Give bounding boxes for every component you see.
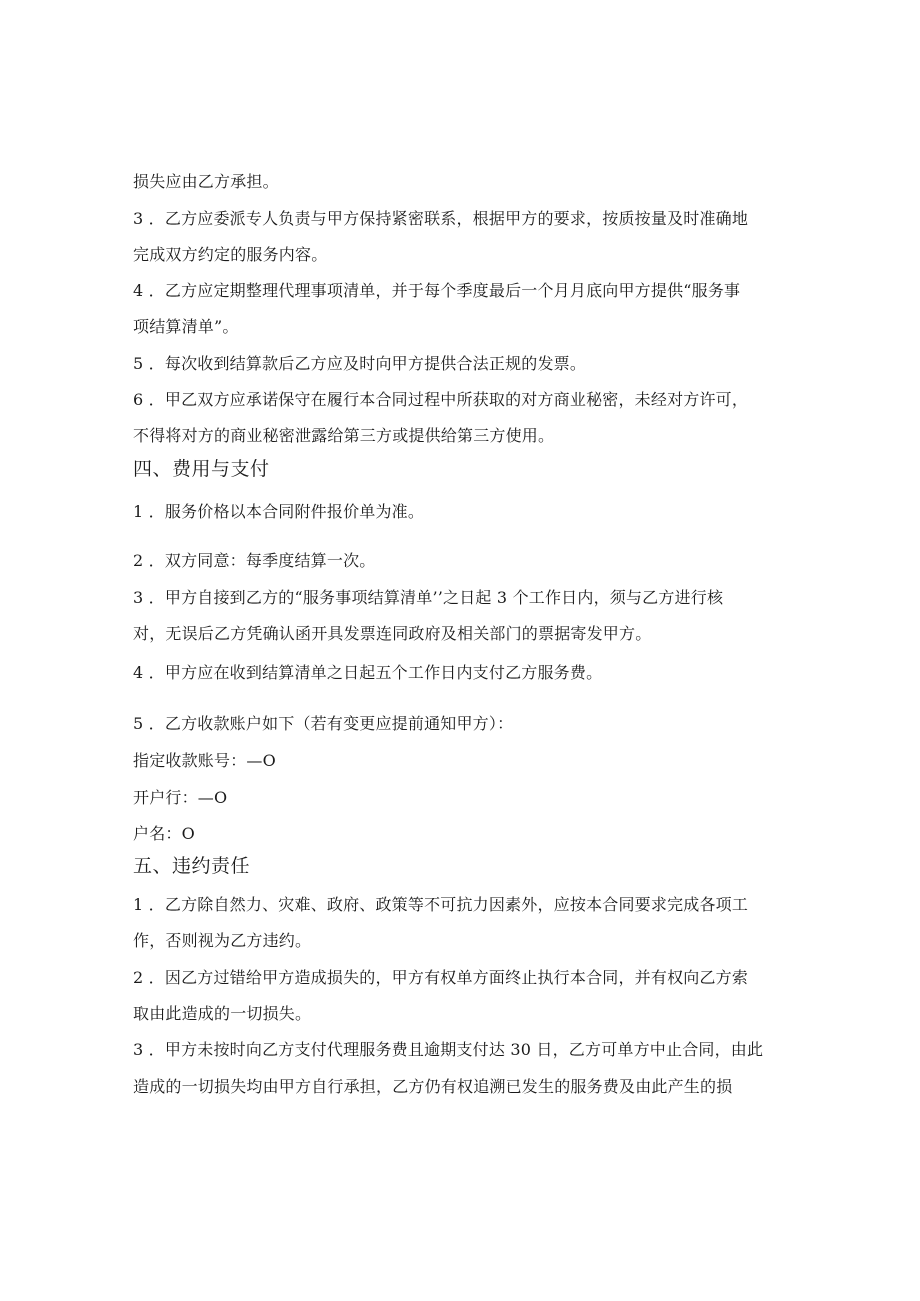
paragraph-line: 完成双方约定的服务内容。: [133, 245, 328, 264]
paragraph-line: 5 ．乙方收款账户如下（若有变更应提前通知甲方）：: [133, 714, 514, 733]
paragraph-line: 取由此造成的一切损失。: [133, 1004, 312, 1023]
paragraph-line: 对，无误后乙方凭确认函开具发票连同政府及相关部门的票据寄发甲方。: [133, 624, 652, 643]
account-number-line: 指定收款账号：—O: [133, 751, 276, 770]
paragraph-line: 1 ．服务价格以本合同附件报价单为准。: [133, 502, 425, 521]
paragraph-line: 2 ．因乙方过错给甲方造成损失的，甲方有权单方面终止执行本合同，并有权向乙方索: [133, 968, 749, 987]
paragraph-line: 6 ．甲乙双方应承诺保守在履行本合同过程中所获取的对方商业秘密，未经对方许可，: [133, 390, 749, 409]
paragraph-line: 4 ．乙方应定期整理代理事项清单，并于每个季度最后一个月月底向甲方提供“服务事: [133, 281, 741, 300]
section-heading-liability: 五、违约责任: [133, 855, 251, 877]
paragraph-line: 作，否则视为乙方违约。: [133, 931, 312, 950]
paragraph-line: 不得将对方的商业秘密泄露给第三方或提供给第三方使用。: [133, 426, 555, 445]
paragraph-line: 3 ．甲方未按时向乙方支付代理服务费且逾期支付达 30 日，乙方可单方中止合同，由此: [133, 1040, 764, 1059]
paragraph-line: 5 ．每次收到结算款后乙方应及时向甲方提供合法正规的发票。: [133, 354, 587, 373]
account-name-line: 户名：O: [133, 824, 195, 843]
paragraph-line: 1 ．乙方除自然力、灾难、政府、政策等不可抗力因素外，应按本合同要求完成各项工: [133, 895, 749, 914]
section-heading-payment: 四、费用与支付: [133, 458, 270, 480]
paragraph-line: 损失应由乙方承担。: [133, 172, 279, 191]
paragraph-line: 项结算清单”。: [133, 317, 239, 336]
paragraph-line: 3 ．乙方应委派专人负责与甲方保持紧密联系，根据甲方的要求，按质按量及时准确地: [133, 209, 749, 228]
paragraph-line: 造成的一切损失均由甲方自行承担，乙方仍有权追溯已发生的服务费及由此产生的损: [133, 1077, 733, 1096]
paragraph-line: 4 ．甲方应在收到结算清单之日起五个工作日内支付乙方服务费。: [133, 663, 603, 682]
paragraph-line: 3 ．甲方自接到乙方的“服务事项结算清单’’之日起 3 个工作日内，须与乙方进行核: [133, 588, 724, 607]
paragraph-line: 2 ．双方同意：每季度结算一次。: [133, 551, 376, 570]
bank-line: 开户行：—O: [133, 788, 228, 807]
